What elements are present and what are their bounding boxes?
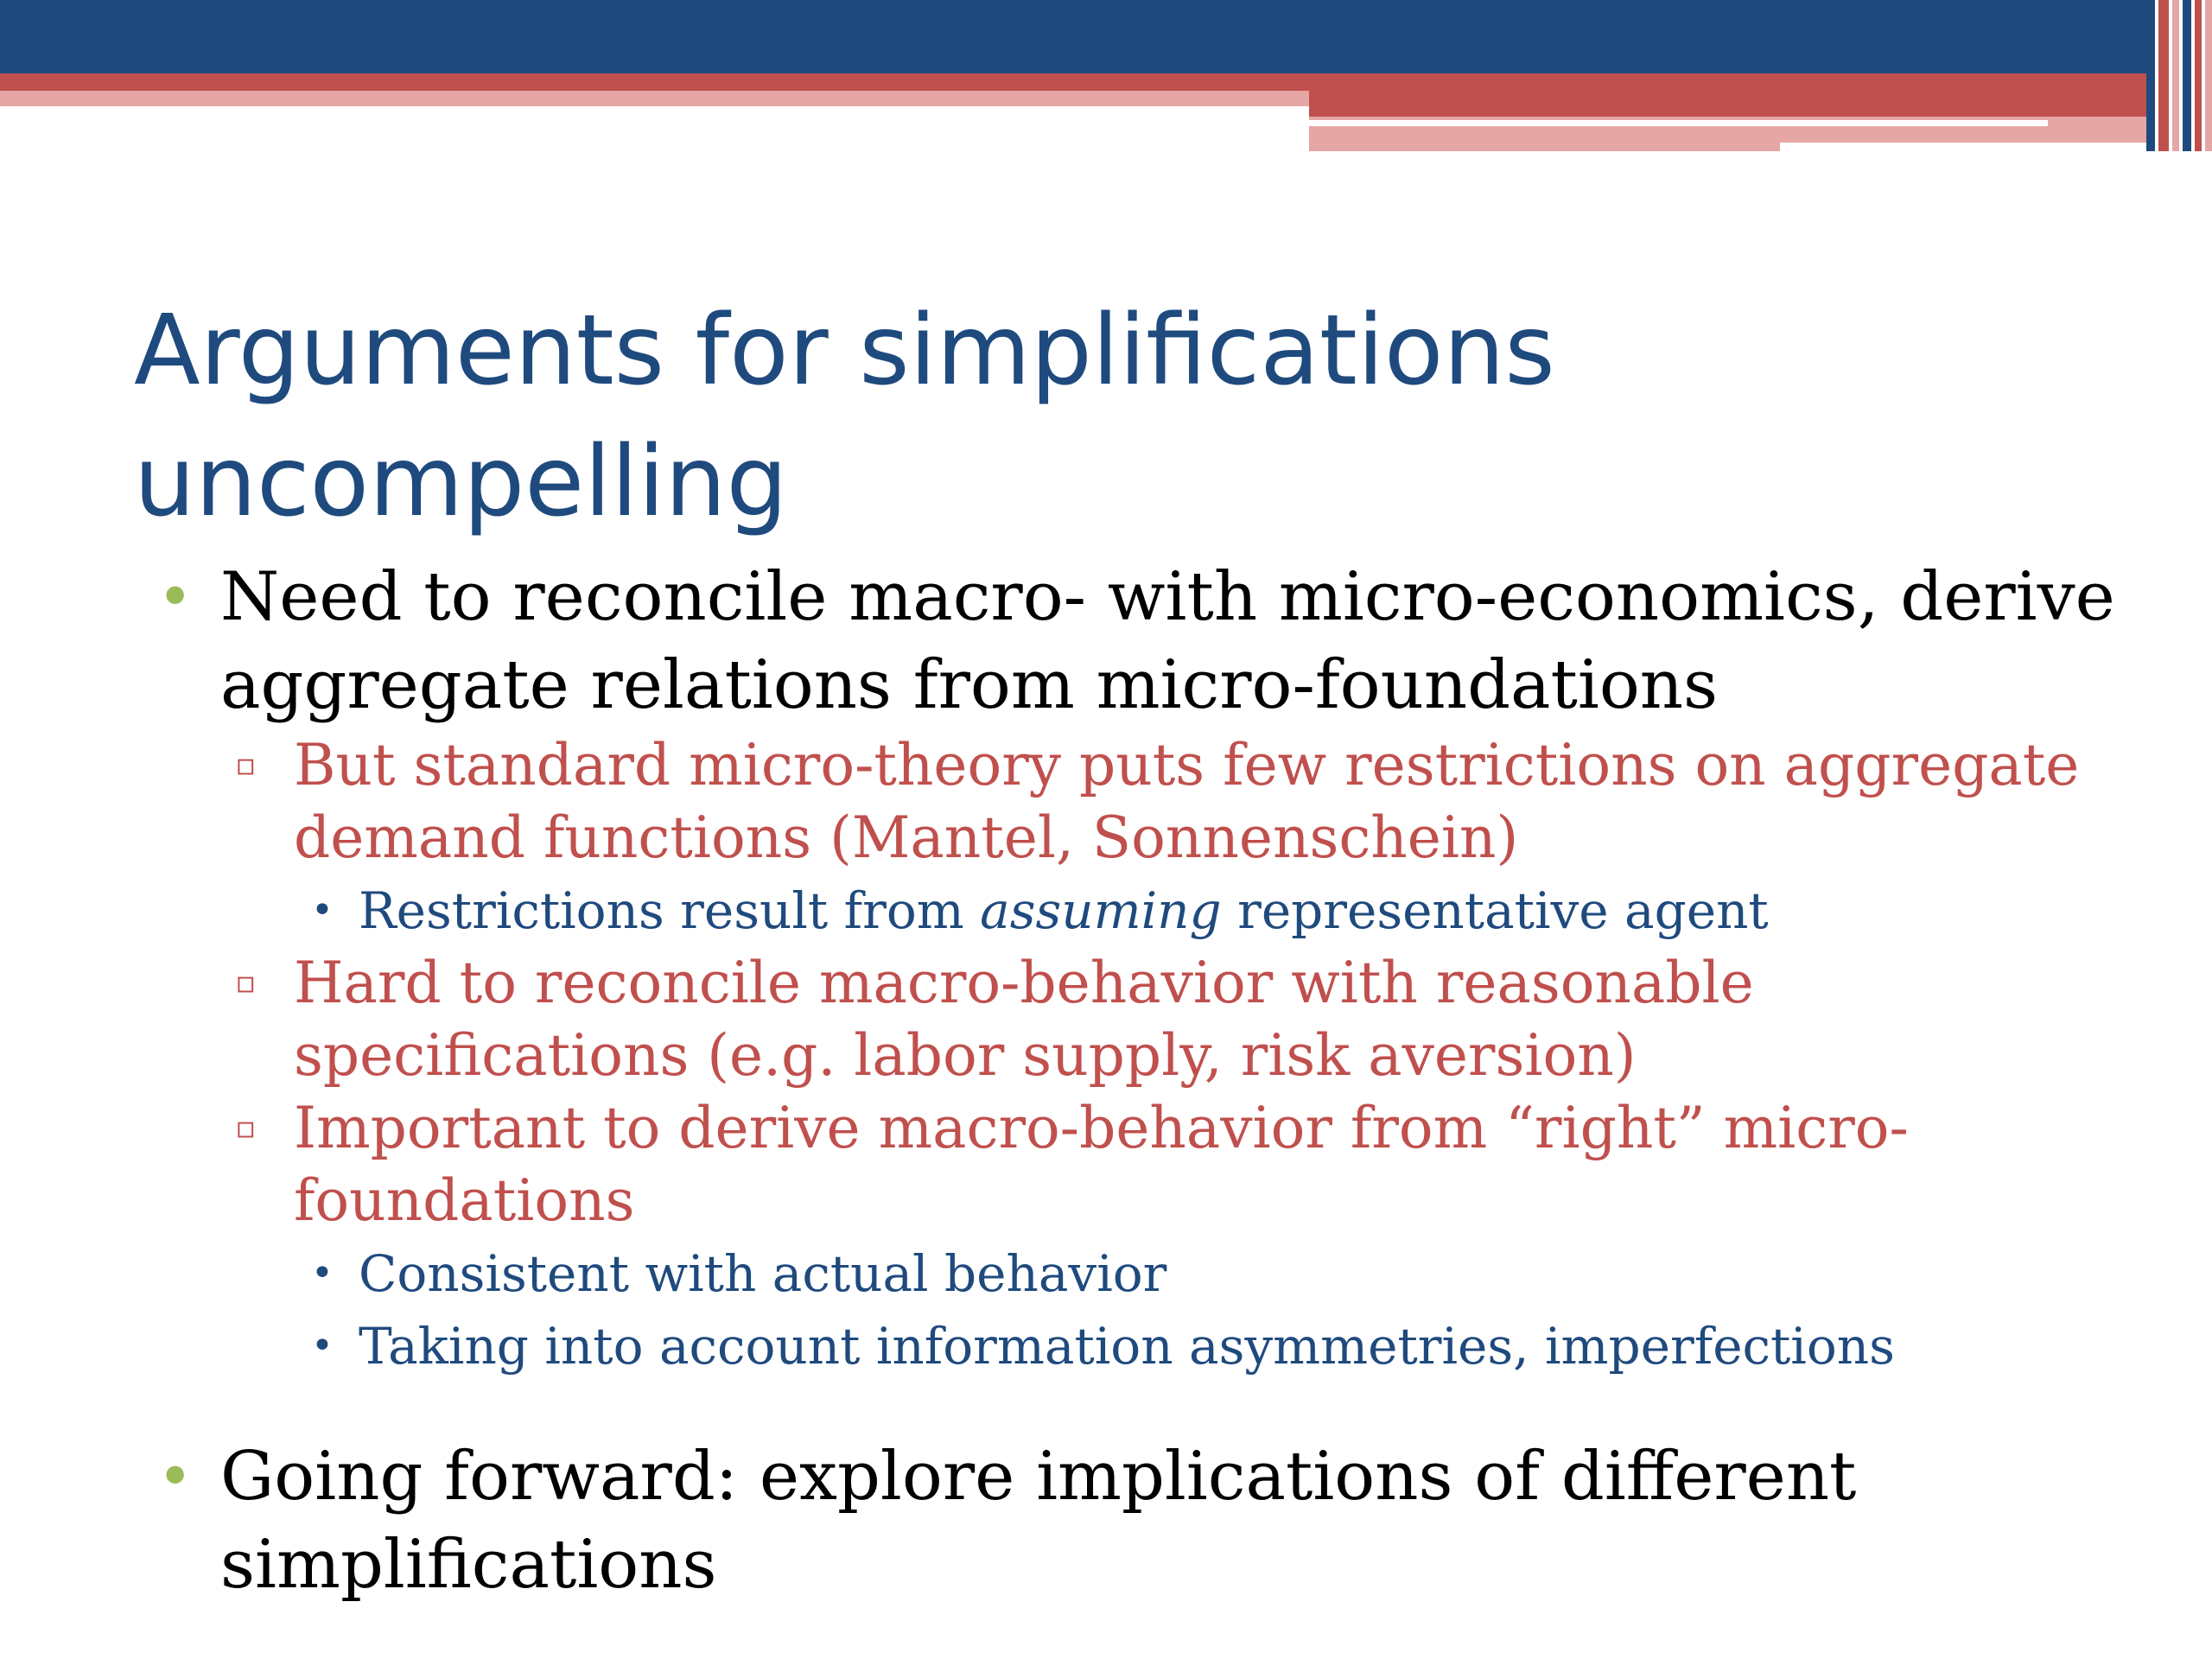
bullet-item: [147, 553, 2134, 729]
bullet-text: Need to reconcile macro- with micro-economics, derive aggregate relations from micro-foundations: [220, 558, 2115, 724]
sub-sub-bullet-item: [147, 874, 2134, 947]
sub-sub-bullet-text-start: Restrictions result from: [359, 881, 981, 940]
slide-title: Arguments for simplifications uncompelling: [134, 295, 1555, 538]
header-red-right-band: [1309, 91, 2212, 117]
bullet-text: Going forward: explore implications of different simplifications: [220, 1438, 1857, 1604]
sub-bullet-text: Important to derive macro-behavior from “right” micro-foundations: [294, 1095, 1909, 1234]
header-pink-band: [0, 91, 1309, 106]
bullet-dot-icon: •: [157, 1441, 194, 1512]
bullet-item: [147, 1433, 2134, 1609]
small-dot-bullet-icon: •: [311, 888, 334, 932]
sub-bullet-text: But standard micro-theory puts few restrictions on aggregate demand functions (Mantel, Sonnenschein): [294, 732, 2080, 871]
sub-bullet-item: [147, 729, 2134, 874]
sub-sub-bullet-text-end: representative agent: [1221, 881, 1769, 940]
bullet-dot-icon: •: [157, 562, 194, 632]
header-red-band: [0, 73, 2212, 91]
sub-sub-bullet-item: [147, 1310, 2134, 1382]
sub-sub-bullet-text: Consistent with actual behavior: [359, 1244, 1167, 1303]
sub-sub-bullet-text: Taking into account information asymmetries, imperfections: [359, 1317, 1895, 1376]
sub-sub-bullet-item: [147, 1237, 2134, 1310]
hollow-square-bullet-icon: ▫: [235, 747, 257, 783]
hollow-square-bullet-icon: ▫: [235, 1110, 257, 1146]
slide-body: [147, 553, 2134, 1609]
header-white-line: [1309, 120, 2048, 126]
small-dot-bullet-icon: •: [311, 1324, 334, 1368]
header-blue-band: [0, 0, 2212, 73]
sub-bullet-text: Hard to reconcile macro-behavior with reasonable specifications (e.g. labor supply, risk aversion): [294, 950, 1754, 1089]
header-stripes: [2146, 0, 2212, 151]
sub-sub-bullet-text-italic: assuming: [980, 881, 1222, 940]
sub-bullet-item: [147, 1092, 2134, 1237]
sub-bullet-item: [147, 947, 2134, 1092]
small-dot-bullet-icon: •: [311, 1251, 334, 1295]
hollow-square-bullet-icon: ▫: [235, 965, 257, 1001]
